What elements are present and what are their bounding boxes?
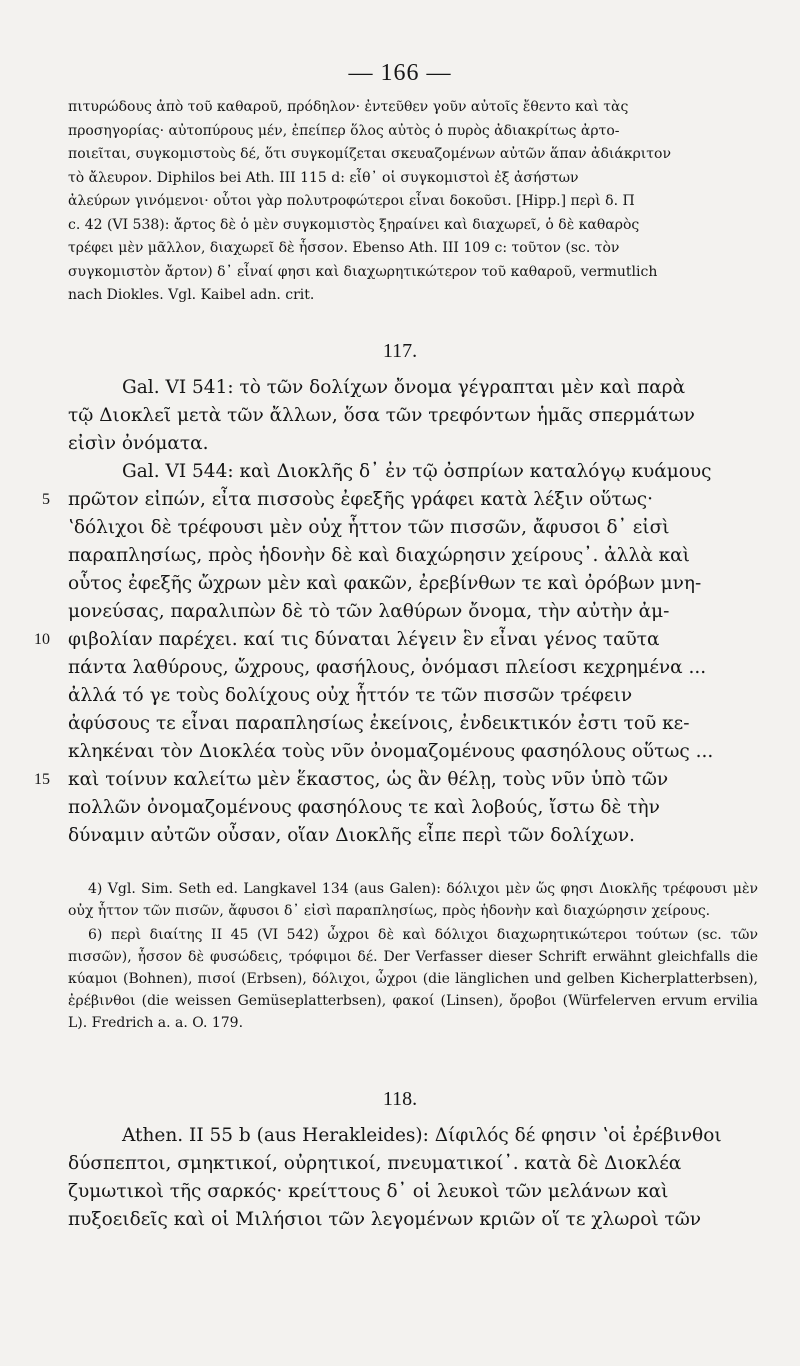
text-line — [68, 458, 758, 486]
text-line — [68, 710, 758, 738]
section-number-117: 117. — [382, 340, 418, 362]
text-line — [68, 514, 758, 542]
text-line — [68, 1206, 758, 1234]
text-line — [68, 1178, 758, 1206]
line-text: ἀφύσους τε εἶναι παραπλησίως ἐκείνοις, ἐνδεικτικόν ἐστι τοῦ κε- — [68, 713, 690, 734]
line-text: δύσπεπτοι, σμηκτικοί, οὐρητικοί, πνευματικοί᾽. κατὰ δὲ Διοκλέα — [68, 1153, 682, 1174]
line-text: εἰσὶν ὀνόματα. — [68, 433, 209, 454]
line-number: 5 — [42, 491, 50, 508]
line-text: πρῶτον εἰπών, εἶτα πισσοὺς ἐφεξῆς γράφει κατὰ λέξιν οὕτως· — [68, 489, 654, 510]
text-line — [68, 822, 758, 850]
footnote-line: συγκομιστὸν ἄρτον) δ᾽ εἶναί φησι καὶ διαχωρητικώτερον τοῦ καθαροῦ, vermutlich — [68, 263, 658, 280]
text-line — [68, 542, 758, 570]
footnote-line: ἀλεύρων γινόμενοι· οὗτοι γὰρ πολυτροφώτεροι εἶναι δοκοῦσι. [Hipp.] περὶ δ. Π — [68, 193, 635, 209]
line-text: δύναμιν αὐτῶν οὖσαν, οἵαν Διοκλῆς εἶπε περὶ τῶν δολίχων. — [68, 825, 635, 846]
text-line — [68, 682, 758, 710]
text-line — [34, 766, 758, 794]
footnote-line: ποιεῖται, συγκομιστοὺς δέ, ὅτι συγκομίζεται σκευαζομένων αὐτῶν ἅπαν ἀδιάκριτον — [68, 146, 671, 162]
text-line — [34, 626, 758, 654]
section-number-118: 118. — [382, 1088, 418, 1110]
footnote-line: τρέφει μὲν μᾶλλον, διαχωρεῖ δὲ ἧσσον. Ebenso Ath. III 109 c: τοῦτον (sc. τὸν — [68, 240, 620, 256]
text-line — [68, 570, 758, 598]
section-118-text — [68, 1122, 758, 1234]
line-text: καὶ τοίνυν καλείτω μὲν ἕκαστος, ὡς ἂν θέλῃ, τοὺς νῦν ὑπὸ τῶν — [68, 769, 669, 790]
line-text: πολλῶν ὀνομαζομένους φασηόλους τε καὶ λοβούς, ἴστω δὲ τὴν — [68, 797, 660, 818]
line-text: οὗτος ἐφεξῆς ὤχρων μὲν καὶ φακῶν, ἐρεβίνθων τε καὶ ὀρόβων μνη- — [68, 573, 702, 594]
line-text: ʽδόλιχοι δὲ τρέφουσι μὲν οὐχ ἧττον τῶν πισσῶν, ἄφυσοι δ᾽ εἰσὶ — [68, 517, 670, 538]
line-text: πάντα λαθύρους, ὤχρους, φασήλους, ὀνόμασι πλείοσι κεχρημένα ... — [68, 657, 707, 678]
text-line — [68, 794, 758, 822]
footnote-line: nach Diokles. Vgl. Kaibel adn. crit. — [68, 287, 315, 303]
line-text: τῷ Διοκλεῖ μετὰ τῶν ἄλλων, ὅσα τῶν τρεφόντων ἡμᾶς σπερμάτων — [68, 405, 695, 426]
line-number: 15 — [34, 771, 50, 788]
line-text: πυξοειδεῖς καὶ οἱ Μιλήσιοι τῶν λεγομένων κριῶν οἵ τε χλωροὶ τῶν — [68, 1209, 702, 1230]
text-line — [68, 430, 758, 458]
text-line — [68, 598, 758, 626]
footnote: 6) περὶ διαίτης II 45 (VI 542) ὦχροι δὲ καὶ δόλιχοι διαχωρητικώτεροι τούτων (sc. τῶν πισσῶν), ἧσσον δὲ φυσώδεις, τρόφιμοι δέ. Der Verfasser dieser Schrift erwähnt gleichfalls die κύαμοι (Bohnen), πισοί (Erbsen), δόλιχοι, ὦχροι (die länglichen und gelben Kicherplatterbsen), ἐρέβινθοι (die weissen Gemüseplatterbsen), φακοί (Linsen), ὄροβοι (Würfelerven ervum ervilia L). Fredrich a. a. O. 179. — [68, 927, 758, 1031]
line-text: μονεύσας, παραλιπὼν δὲ τὸ τῶν λαθύρων ὄνομα, τὴν αὐτὴν ἀμ- — [68, 601, 670, 622]
text-line — [68, 1150, 758, 1178]
section-117-text — [34, 374, 758, 850]
line-text: παραπλησίως, πρὸς ἡδονὴν δὲ καὶ διαχώρησιν χείρους᾽. ἀλλὰ καὶ — [68, 545, 690, 566]
text-line — [68, 738, 758, 766]
footnote-line: τὸ ἄλευρον. Diphilos bei Ath. III 115 d: εἶθ᾽ οἱ συγκομιστοὶ ἐξ ἀσήστων — [68, 169, 579, 186]
footnote: 4) Vgl. Sim. Seth ed. Langkavel 134 (aus Galen): δόλιχοι μὲν ὥς φησι Διοκλῆς τρέφουσι μὲν οὐχ ἧττον τῶν πισῶν, ἄφυσοι δ᾽ εἰσὶ παραπλησίως, πρὸς ἡδονὴν καὶ διαχώρησιν χείρους. — [68, 881, 758, 919]
top-footnote — [68, 96, 758, 308]
text-line — [68, 1122, 758, 1150]
footnote-line: προσηγορίας· αὐτοπύρους μέν, ἐπείπερ ὅλος αὐτὸς ὁ πυρὸς ἀδιακρίτως ἀρτο- — [68, 122, 620, 139]
line-text: Gal. VI 541: τὸ τῶν δολίχων ὄνομα γέγραπται μὲν καὶ παρὰ — [122, 377, 686, 398]
line-text: ἀλλά τό γε τοὺς δολίχους οὐχ ἧττόν τε τῶν πισσῶν τρέφειν — [68, 685, 633, 706]
line-text: φιβολίαν παρέχει. καί τις δύναται λέγειν ἓν εἶναι γένος ταῦτα — [68, 629, 660, 650]
line-text: Gal. VI 544: καὶ Διοκλῆς δ᾽ ἐν τῷ ὀσπρίων καταλόγῳ κυάμους — [122, 461, 712, 482]
line-text: ζυμωτικοὶ τῆς σαρκός· κρείττους δ᾽ οἱ λευκοὶ τῶν μελάνων καὶ — [68, 1181, 669, 1202]
line-number: 10 — [34, 631, 50, 648]
footnote-line: c. 42 (VI 538): ἄρτος δὲ ὁ μὲν συγκομιστὸς ξηραίνει καὶ διαχωρεῖ, ὁ δὲ καθαρὸς — [68, 216, 640, 233]
text-line — [68, 654, 758, 682]
text-line — [68, 402, 758, 430]
footnotes-117 — [68, 878, 758, 1036]
text-line — [42, 486, 758, 514]
page-number: — 166 — — [348, 60, 452, 86]
footnote-line: πιτυρώδους ἀπὸ τοῦ καθαροῦ, πρόδηλον· ἐντεῦθεν γοῦν αὐτοῖς ἔθεντο καὶ τὰς — [68, 99, 629, 115]
line-text: Athen. II 55 b (aus Herakleides): Δίφιλός δέ φησιν ʽοἱ ἐρέβινθοι — [122, 1125, 722, 1146]
text-line — [68, 374, 758, 402]
line-text: κληκέναι τὸν Διοκλέα τοὺς νῦν ὀνομαζομένους φασηόλους οὕτως ... — [68, 741, 714, 762]
